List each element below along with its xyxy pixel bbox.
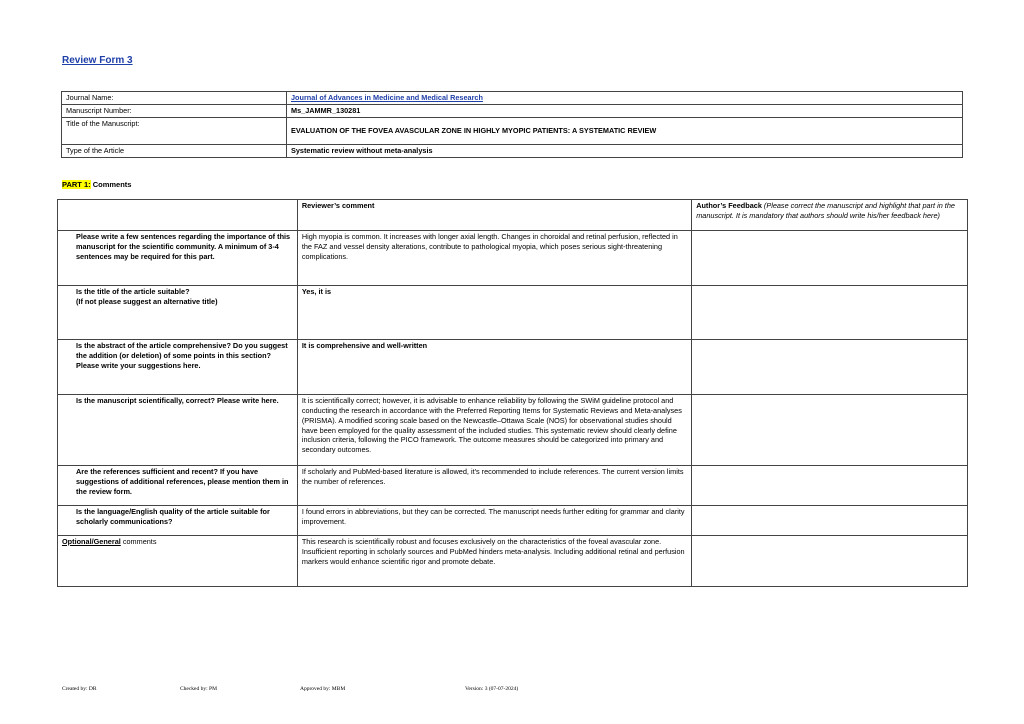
journal-row bbox=[62, 92, 963, 105]
footer-version: Version: 3 (07-07-2024) bbox=[465, 686, 519, 692]
reviewer-comment: It is scientifically correct; however, it is advisable to enhance reliability by following the SWiM guideline protocol and conducting the research in accordance with the Preferred Reporting Items for Systematic Reviews and Meta-analyses (PRISMA). A modified scoring scale based on the Newcastle–Ottawa Scale (NOS) for observational studies should have been employed for the quality assessment of the included studies. This systematic review should clearly define inclusion criteria, following the PICO framework. The outcome measures should be categorized into primary and secondary outcomes. bbox=[297, 395, 691, 466]
reviewer-comment: It is comprehensive and well-written bbox=[297, 340, 691, 395]
author-feedback-cell[interactable] bbox=[692, 231, 968, 286]
journal-name-link[interactable] bbox=[287, 92, 963, 105]
part-number: PART 1: bbox=[62, 180, 91, 189]
article-type-row bbox=[62, 144, 963, 157]
journal-label: Journal Name: bbox=[62, 92, 287, 105]
reviewer-comment: Yes, it is bbox=[297, 286, 691, 340]
question-cell: Is the abstract of the article comprehensive? Do you suggest the addition (or deletion) of some points in this section? Please write your suggestions here. bbox=[58, 340, 298, 395]
article-type-label: Type of the Article bbox=[62, 144, 287, 157]
table-row bbox=[58, 231, 968, 286]
author-feedback-cell[interactable] bbox=[692, 506, 968, 536]
reviewer-comment: I found errors in abbreviations, but they can be corrected. The manuscript needs further editing for grammar and clarity improvement. bbox=[297, 506, 691, 536]
question-cell: Please write a few sentences regarding the importance of this manuscript for the scientific community. A minimum of 3-4 sentences may be required for this part. bbox=[58, 231, 298, 286]
optional-comments-label: Optional/General comments bbox=[58, 536, 298, 587]
comments-header-row bbox=[58, 200, 968, 231]
question-cell: Is the language/English quality of the article suitable for scholarly communications? bbox=[58, 506, 298, 536]
reviewer-comment: If scholarly and PubMed-based literature is allowed, it's recommended to include references. The current version limits the number of references. bbox=[297, 466, 691, 506]
header-empty-cell bbox=[58, 200, 298, 231]
footer-approved-by: Approved by: MBM bbox=[300, 686, 346, 692]
article-type: Systematic review without meta-analysis bbox=[287, 144, 963, 157]
form-title: Review Form 3 bbox=[62, 55, 133, 66]
table-row bbox=[58, 395, 968, 466]
optional-comments-row bbox=[58, 536, 968, 587]
author-feedback-cell[interactable] bbox=[692, 340, 968, 395]
footer-created-by: Created by: DR bbox=[62, 686, 97, 692]
author-feedback-cell[interactable] bbox=[692, 536, 968, 587]
part-heading bbox=[62, 180, 131, 189]
manuscript-number: Ms_JAMMR_130281 bbox=[287, 104, 963, 117]
optional-comment: This research is scientifically robust and focuses exclusively on the characteristics of the foveal avascular zone. Insufficient reporting in scholarly sources and PubMed hinders meta-analysis. Including additional retinal and perfusion markers would enhance scientific rigor and promote debate. bbox=[297, 536, 691, 587]
question-cell: Are the references sufficient and recent? If you have suggestions of additional references, please mention them in the review form. bbox=[58, 466, 298, 506]
author-feedback-cell[interactable] bbox=[692, 466, 968, 506]
table-row bbox=[58, 506, 968, 536]
manuscript-title-row bbox=[62, 117, 963, 144]
manuscript-number-label: Manuscript Number: bbox=[62, 104, 287, 117]
part-label: Comments bbox=[90, 180, 132, 189]
author-feedback-cell[interactable] bbox=[692, 395, 968, 466]
footer-checked-by: Checked by: PM bbox=[180, 686, 217, 692]
author-feedback-header: Author’s Feedback (Please correct the manuscript and highlight that part in the manuscript. It is mandatory that authors should write his/her feedback here) bbox=[692, 200, 968, 231]
question-cell: Is the manuscript scientifically, correct? Please write here. bbox=[58, 395, 298, 466]
comments-table bbox=[57, 199, 968, 587]
table-row bbox=[58, 466, 968, 506]
table-row bbox=[58, 340, 968, 395]
author-feedback-cell[interactable] bbox=[692, 286, 968, 340]
question-cell: Is the title of the article suitable? (If not please suggest an alternative title) bbox=[58, 286, 298, 340]
manuscript-title: EVALUATION OF THE FOVEA AVASCULAR ZONE IN HIGHLY MYOPIC PATIENTS: A SYSTEMATIC REVIEW bbox=[287, 117, 963, 144]
reviewer-comment-header: Reviewer’s comment bbox=[297, 200, 691, 231]
manuscript-info-table bbox=[61, 91, 963, 158]
manuscript-number-row bbox=[62, 104, 963, 117]
table-row bbox=[58, 286, 968, 340]
reviewer-comment: High myopia is common. It increases with longer axial length. Changes in choroidal and retinal perfusion, reflected in the FAZ and vessel density alterations, contribute to pathological myopia, which poses serious sight-threatening complications. bbox=[297, 231, 691, 286]
journal-name[interactable]: Journal of Advances in Medicine and Medical Research bbox=[291, 93, 483, 102]
manuscript-title-label: Title of the Manuscript: bbox=[62, 117, 287, 144]
